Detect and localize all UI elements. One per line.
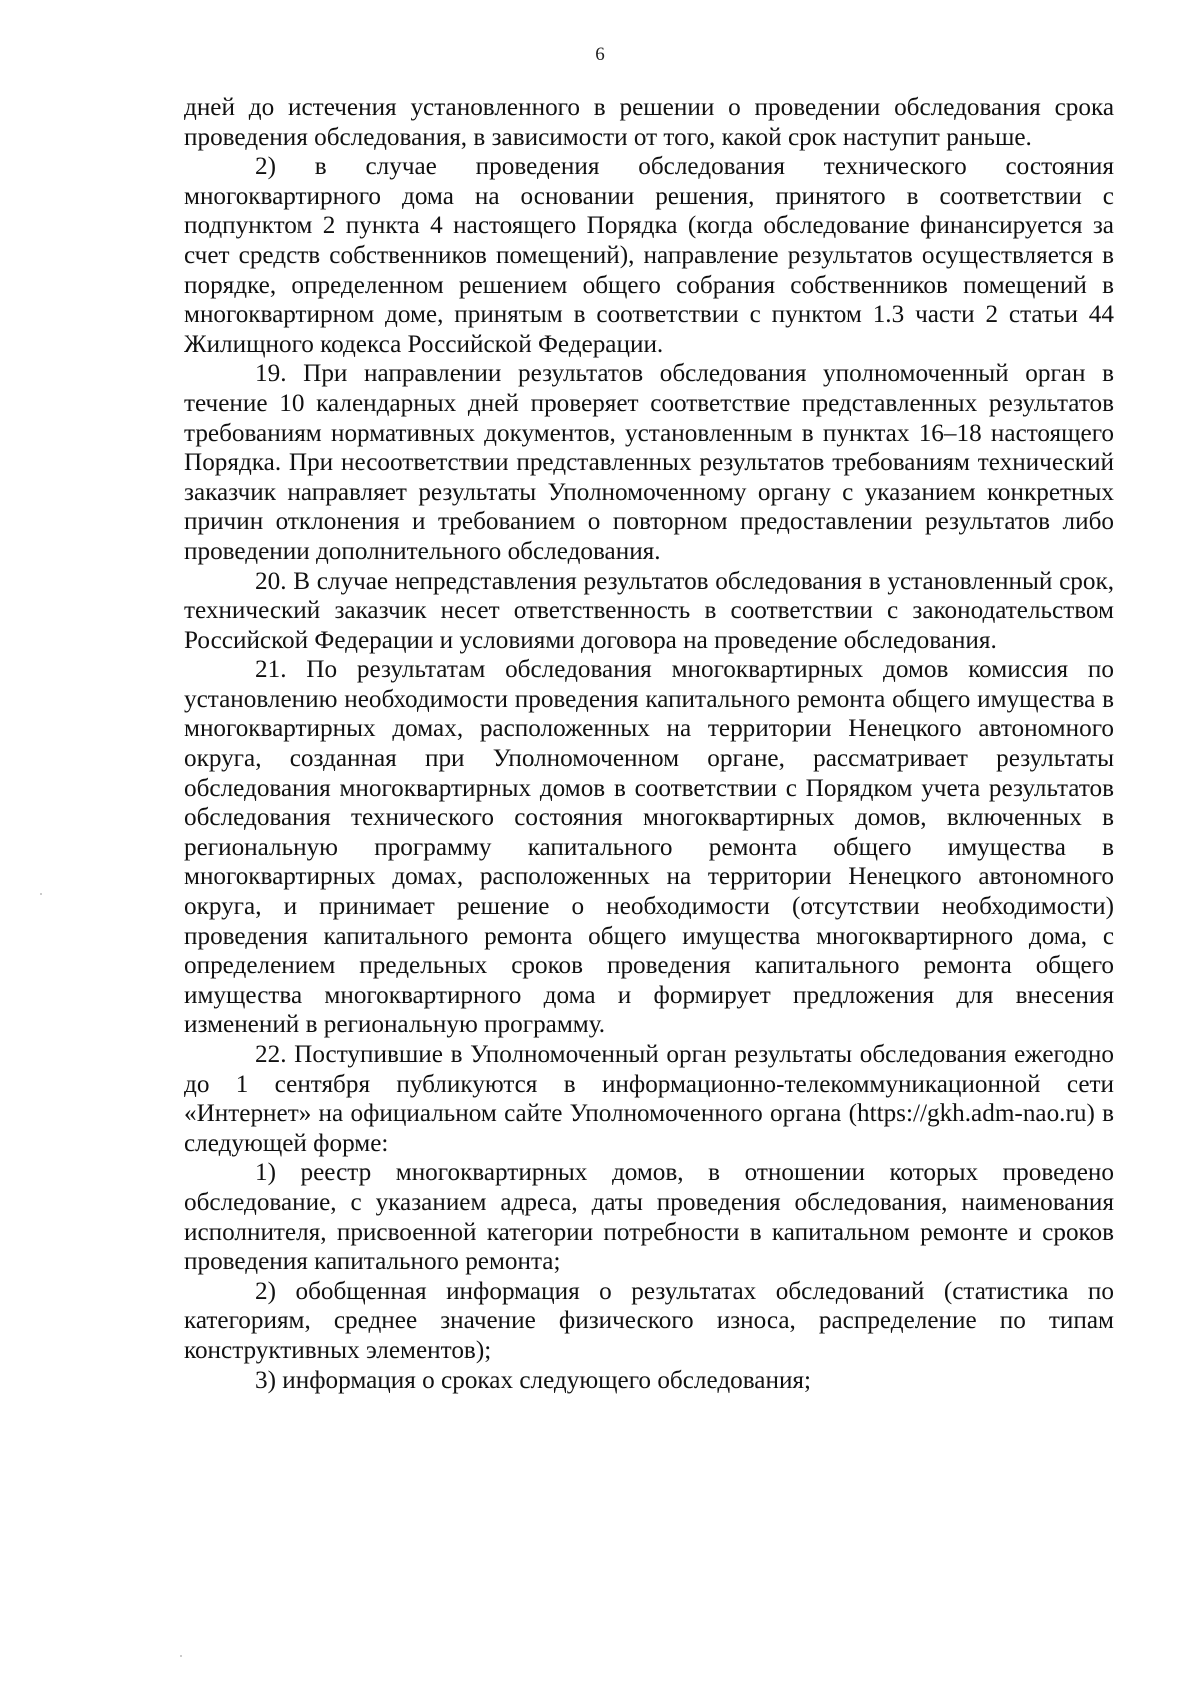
paragraph-item-2: 2) в случае проведения обследования технического состояния многоквартирного дома на основании решения, принятого в соответствии с подпунктом 2 пункта 4 настоящего Порядка (когда обследование финансируется за счет средств собственников помещений), направление результатов осуществляется в порядке, определенном решением общего собрания собственников помещений в многоквартирном доме, принятым в соответствии с пунктом 1.3 части 2 статьи 44 Жилищного кодекса Российской Федерации. — [184, 153, 1114, 358]
scan-speck — [180, 1655, 182, 1657]
paragraph-21: 21. По результатам обследования многоквартирных домов комиссия по установлению необходимости проведения капитального ремонта общего имущества в многоквартирных домах, расположенных на территории Ненецкого автономного округа, созданная при Уполномоченном органе, рассматривает результаты обследования многоквартирных домов в соответствии с Порядком учета результатов обследования технического состояния многоквартирных домов, включенных в региональную программу капитального ремонта общего имущества в многоквартирных домах, расположенных на территории Ненецкого автономного округа, и принимает решение о необходимости (отсутствии необходимости) проведения капитального ремонта общего имущества многоквартирного дома, с определением предельных сроков проведения капитального ремонта общего имущества многоквартирного дома и формирует предложения для внесения изменений в региональную программу. — [184, 656, 1114, 1039]
paragraph-19: 19. При направлении результатов обследования уполномоченный орган в течение 10 календарных дней проверяет соответствие представленных результатов требованиям нормативных документов, установленным в пунктах 16–18 настоящего Порядка. При несоответствии представленных результатов требованиям технический заказчик направляет результаты Уполномоченному органу с указанием конкретных причин отклонения и требованием о повторном предоставлении результатов либо проведении дополнительного обследования. — [184, 360, 1114, 565]
paragraph-continuation: дней до истечения установленного в решении о проведении обследования срока проведения обследования, в зависимости от того, какой срок наступит раньше. — [184, 94, 1114, 151]
document-body — [184, 93, 1114, 1395]
page-number: 6 — [595, 44, 605, 65]
list-item-1: 1) реестр многоквартирных домов, в отношении которых проведено обследование, с указанием адреса, даты проведения обследования, наименования исполнителя, присвоенной категории потребности в капитальном ремонте и сроков проведения капитального ремонта; — [184, 1159, 1114, 1276]
paragraph-20: 20. В случае непредставления результатов обследования в установленный срок, технический заказчик несет ответственность в соответствии с законодательством Российской Федерации и условиями договора на проведение обследования. — [184, 567, 1114, 654]
list-item-3: 3) информация о сроках следующего обследования; — [255, 1366, 812, 1394]
paragraph-22: 22. Поступившие в Уполномоченный орган результаты обследования ежегодно до 1 сентября публикуются в информационно-телекоммуникационной сети «Интернет» на официальном сайте Уполномоченного органа (https://gkh.adm-nao.ru) в следующей форме: — [184, 1041, 1114, 1157]
list-item-2: 2) обобщенная информация о результатах обследований (статистика по категориям, среднее значение физического износа, распределение по типам конструктивных элементов); — [184, 1277, 1114, 1364]
scan-speck — [40, 893, 42, 895]
